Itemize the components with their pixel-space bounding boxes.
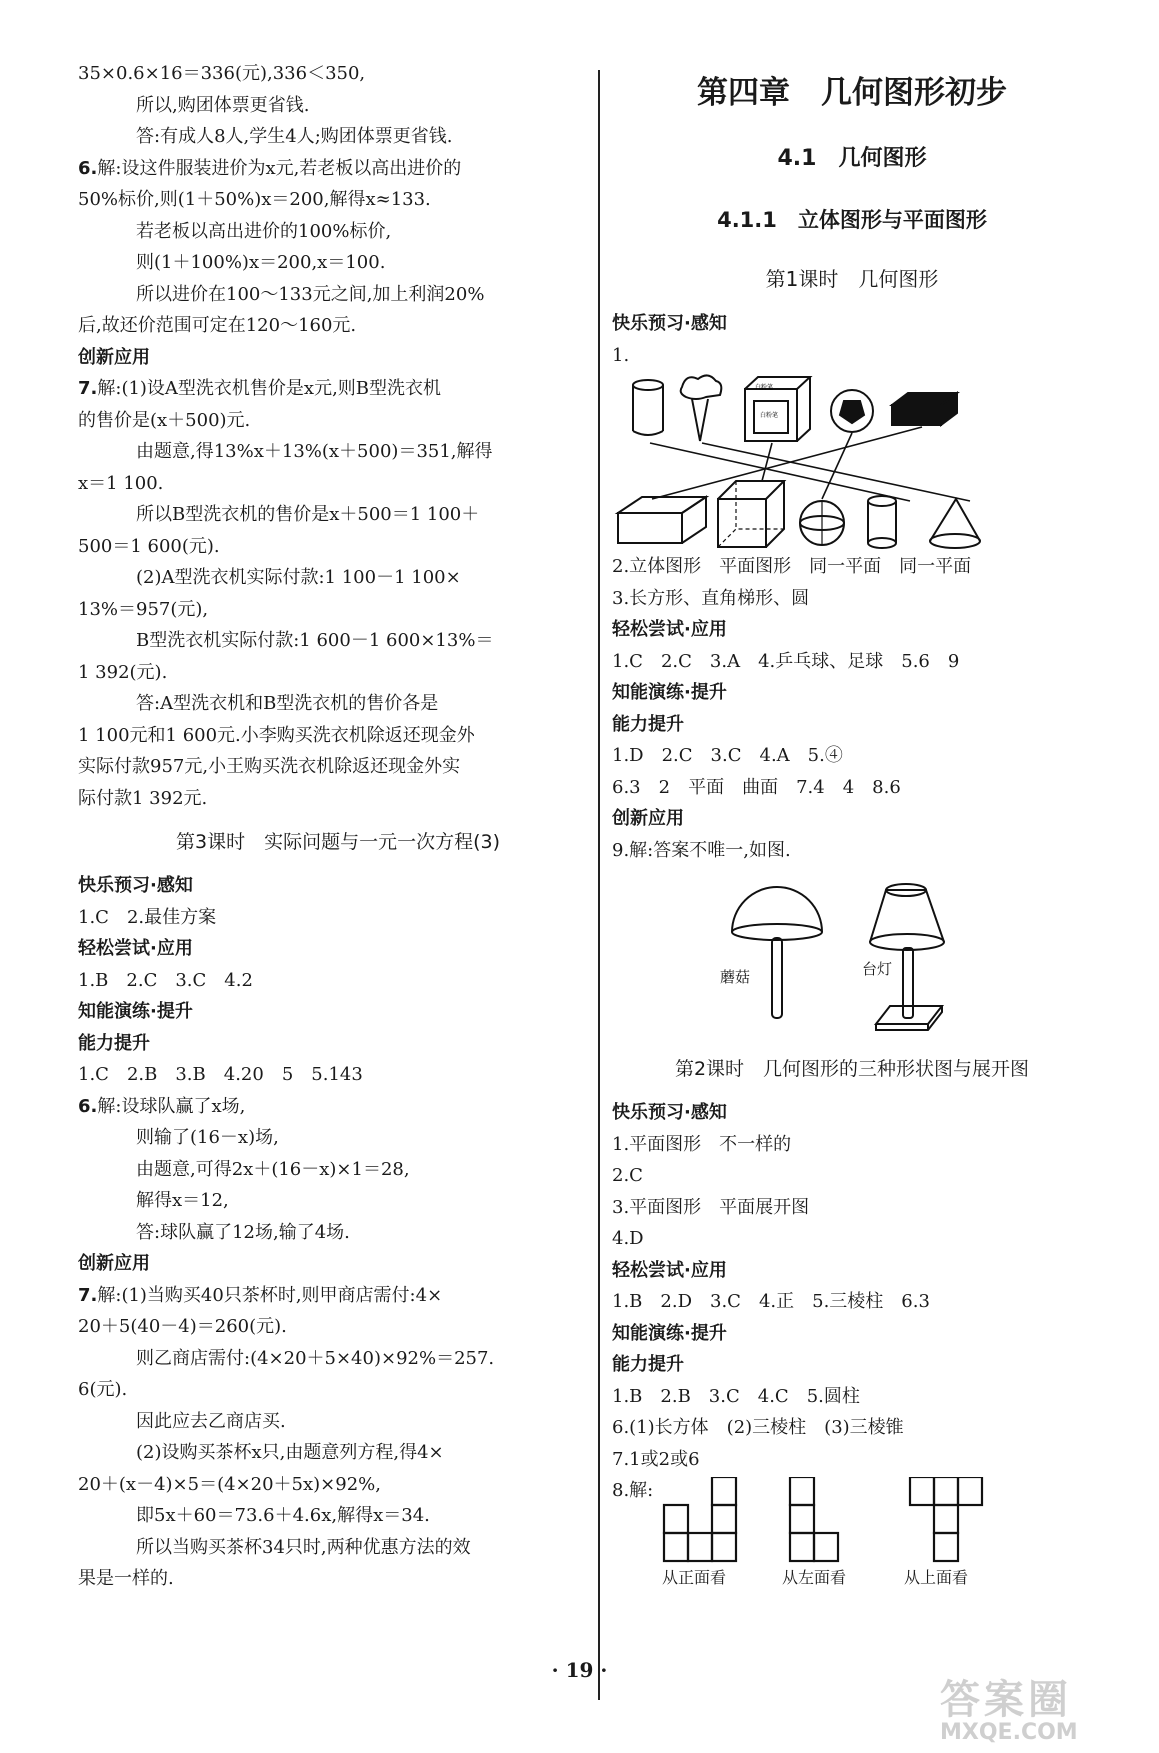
lesson-1-block-b: [612, 551, 1092, 866]
section-heading: [78, 933, 598, 965]
cuboid-solid-icon: [618, 497, 706, 543]
answer-line: [78, 1154, 598, 1186]
chapter-title: 第四章 几何图形初步: [697, 75, 1007, 111]
line-text: 1 100元和1 600元.小李购买洗衣机除返还现金外: [78, 724, 475, 746]
lesson-1-title: 第1课时 几何图形: [765, 267, 939, 291]
line-text: 13%＝957(元),: [78, 598, 209, 620]
question-number: 6.: [78, 1095, 98, 1117]
answer-line: [78, 594, 598, 626]
matching-figure: [612, 371, 1092, 551]
line-text: 答:有成人8人,学生4人;购团体票更省钱.: [136, 126, 453, 147]
cube-solid-icon: [718, 481, 784, 547]
line-text: 则乙商店需付:(4×20＋5×40)×92%＝257.: [136, 1347, 495, 1369]
chalk-box-label-1: 白粉笔: [755, 384, 774, 391]
answer-line: [78, 90, 598, 122]
line-text: 实际付款957元,小王购买洗衣机除返还现金外实: [78, 756, 461, 777]
line-text: 轻松尝试·应用: [612, 1259, 727, 1281]
line-text: 由题意,可得2x＋(16－x)×1＝28,: [136, 1158, 410, 1180]
line-text: 能力提升: [78, 1032, 150, 1054]
answer-line: [78, 1343, 598, 1375]
line-text: 因此应去乙商店买.: [136, 1410, 286, 1432]
line-text: 解:(1)设A型洗衣机售价是x元,则B型洗衣机: [97, 378, 442, 399]
line-text: 1.B 2.B 3.C 4.C 5.圆柱: [612, 1385, 860, 1407]
line-text: 500＝1 600(元).: [78, 535, 220, 557]
question-number: 7.: [78, 378, 98, 399]
answer-line: [78, 405, 598, 437]
section-heading: [78, 1248, 598, 1280]
left-view-icon: [790, 1477, 838, 1561]
line-text: 1.C 2.最佳方案: [78, 906, 217, 928]
mushroom-lamp-svg: [612, 866, 1092, 1041]
line-text: 的售价是(x＋500)元.: [78, 409, 251, 431]
line-text: 知能演练·提升: [78, 1001, 193, 1022]
lamp-drawing-icon: [870, 884, 944, 1030]
section-heading: [612, 1097, 1092, 1129]
subsection-title: 4.1.1 立体图形与平面图形: [717, 208, 987, 232]
answer-line: [78, 562, 598, 594]
answer-line: [78, 310, 598, 342]
line-text: 轻松尝试·应用: [612, 619, 727, 640]
section-heading: [612, 614, 1092, 646]
line-text: 若老板以高出进价的100%标价,: [136, 220, 392, 242]
line-text: 第3课时 实际问题与一元一次方程(3): [175, 831, 500, 853]
mushroom-lamp-figure: [612, 866, 1092, 1041]
line-text: 轻松尝试·应用: [78, 938, 193, 959]
line-text: (2)设购买茶杯x只,由题意列方程,得4×: [136, 1442, 444, 1463]
page-number: · 19 ·: [551, 1658, 608, 1682]
line-text: 解得x＝12,: [136, 1190, 229, 1211]
watermark-url: MXQE.COM: [940, 1720, 1078, 1745]
line-text: 1.D 2.C 3.C 4.A 5.④: [612, 745, 843, 766]
answer-line: [78, 1406, 598, 1438]
line-text: 知能演练·提升: [612, 682, 727, 703]
front-view-icon: [664, 1477, 736, 1561]
section-heading: [78, 870, 598, 902]
front-view-label: 从正面看: [662, 1567, 727, 1587]
line-text: 35×0.6×16＝336(元),336＜350,: [78, 63, 366, 84]
line-text: 1.平面图形 不一样的: [612, 1133, 792, 1155]
answer-line: [78, 1469, 598, 1501]
answer-line: [78, 1532, 598, 1564]
line-text: 能力提升: [612, 1354, 684, 1375]
ice-cream-cone-icon: [681, 375, 722, 441]
section-heading: [612, 1318, 1092, 1350]
line-text: 1.B 2.C 3.C 4.2: [78, 969, 253, 991]
line-text: 所以进价在100～133元之间,加上利润20%: [136, 283, 485, 305]
line-text: 解:设这件服装进价为x元,若老板以高出进价的: [97, 157, 462, 179]
answer-line: [78, 153, 598, 185]
line-text: 6(元).: [78, 1379, 128, 1400]
line-text: 3.长方形、直角梯形、圆: [612, 587, 810, 609]
answer-line: [78, 625, 598, 657]
lesson-2-title: 第2课时 几何图形的三种形状图与展开图: [674, 1058, 1030, 1080]
answer-line: [612, 740, 1092, 772]
answer-line: [78, 531, 598, 563]
line-text: 果是一样的.: [78, 1568, 174, 1589]
watermark-logo: 答案圈: [940, 1677, 1072, 1723]
answer-line: [78, 720, 598, 752]
answer-line: [78, 216, 598, 248]
column-divider: [598, 70, 600, 1700]
answer-line: [78, 965, 598, 997]
section-heading: [612, 803, 1092, 835]
line-text: 1.: [612, 344, 630, 366]
top-view-label: 从上面看: [904, 1567, 969, 1587]
soccer-ball-icon: [831, 390, 873, 432]
line-text: 快乐预习·感知: [612, 1102, 727, 1123]
line-text: 1.C 2.B 3.B 4.20 5 5.143: [78, 1064, 363, 1085]
section-heading: [612, 1255, 1092, 1287]
line-text: 际付款1 392元.: [78, 787, 208, 809]
line-text: 解:(1)当购买40只茶杯时,则甲商店需付:4×: [97, 1284, 443, 1306]
line-text: 快乐预习·感知: [612, 313, 727, 334]
line-text: 则输了(16－x)场,: [136, 1127, 279, 1148]
line-text: 50%标价,则(1＋50%)x＝200,解得x≈133.: [78, 189, 431, 210]
line-text: 6.(1)长方体 (2)三棱柱 (3)三棱锥: [612, 1417, 904, 1438]
line-text: 3.平面图形 平面展开图: [612, 1196, 810, 1218]
line-text: 能力提升: [612, 713, 684, 735]
answer-line: [612, 1381, 1092, 1413]
answer-line: [78, 1059, 598, 1091]
line-text: x＝1 100.: [78, 472, 164, 494]
line-text: 1.C 2.C 3.A 4.乒乓球、足球 5.6 9: [612, 650, 960, 672]
line-text: 创新应用: [78, 1253, 150, 1274]
sphere-solid-icon: [800, 501, 844, 545]
answer-line: [612, 1286, 1092, 1318]
answer-line: [78, 688, 598, 720]
question-number: 7.: [78, 1284, 98, 1306]
line-text: 1.B 2.D 3.C 4.正 5.三棱柱 6.3: [612, 1291, 930, 1312]
answer-line: [78, 1185, 598, 1217]
line-text: 2.立体图形 平面图形 同一平面 同一平面: [612, 556, 972, 577]
lesson-2-block: [612, 1097, 1092, 1507]
answer-line: [612, 646, 1092, 678]
chalk-box-label-2: 白粉笔: [760, 412, 779, 419]
answer-line: [78, 1563, 598, 1595]
answer-line: [78, 1217, 598, 1249]
answer-line: [78, 657, 598, 689]
line-text: 7.1或2或6: [612, 1448, 700, 1470]
lamp-label: 台灯: [862, 960, 893, 978]
lesson-1-block-a: [612, 308, 1092, 371]
watermark: [940, 1677, 1078, 1745]
answer-line: [78, 751, 598, 783]
section-title: 4.1 几何图形: [777, 146, 927, 171]
answer-line: [78, 1437, 598, 1469]
answer-line: [78, 1374, 598, 1406]
line-text: 所以,购团体票更省钱.: [136, 94, 310, 116]
answer-line: [612, 835, 1092, 867]
answer-line: [78, 1091, 598, 1123]
line-text: 所以当购买茶杯34只时,两种优惠方法的效: [136, 1536, 471, 1558]
line-text: 答:A型洗衣机和B型洗衣机的售价各是: [136, 693, 439, 714]
three-views-figure: [612, 1477, 1092, 1587]
section-heading: [78, 1028, 598, 1060]
section-heading: [612, 677, 1092, 709]
line-text: 知能演练·提升: [612, 1322, 727, 1344]
right-column: [612, 58, 1092, 1587]
answer-line: [612, 1444, 1092, 1476]
left-column: [78, 58, 598, 1595]
left-view-label: 从左面看: [782, 1567, 847, 1587]
matching-figure-svg: [612, 371, 1092, 551]
line-text: 创新应用: [78, 346, 150, 368]
answer-line: [612, 583, 1092, 615]
mushroom-label: 蘑菇: [720, 968, 751, 986]
answer-line: [78, 1311, 598, 1343]
answer-line: [78, 121, 598, 153]
section-heading: [78, 342, 598, 374]
answer-line: [78, 499, 598, 531]
answer-line: [78, 902, 598, 934]
lesson-title: [78, 814, 598, 870]
mushroom-drawing-icon: [732, 887, 822, 1018]
answer-line: [78, 468, 598, 500]
cylinder-object-icon: [633, 380, 663, 435]
line-text: 所以B型洗衣机的售价是x＋500＝1 100＋: [136, 504, 480, 525]
question-number: 6.: [78, 157, 98, 179]
answer-line: [78, 58, 598, 90]
answer-line: [612, 772, 1092, 804]
answer-line: [78, 184, 598, 216]
answer-line: [78, 1500, 598, 1532]
answer-line: [78, 436, 598, 468]
answer-line: [78, 247, 598, 279]
answer-line: [612, 1412, 1092, 1444]
answer-line: [612, 1129, 1092, 1161]
line-text: 4.D: [612, 1228, 644, 1249]
answer-line: [78, 783, 598, 815]
section-heading: [612, 308, 1092, 340]
answer-line: [78, 1122, 598, 1154]
line-text: 后,故还价范围可定在120～160元.: [78, 315, 357, 336]
line-text: 答:球队赢了12场,输了4场.: [136, 1221, 350, 1243]
line-text: (2)A型洗衣机实际付款:1 100－1 100×: [136, 567, 461, 588]
section-heading: [612, 1349, 1092, 1381]
answer-line: [612, 1192, 1092, 1224]
answer-line: [612, 1160, 1092, 1192]
line-text: 9.解:答案不唯一,如图.: [612, 839, 791, 861]
answer-line: [612, 340, 1092, 372]
cylinder-solid-icon: [868, 496, 896, 548]
line-text: 20＋5(40－4)＝260(元).: [78, 1316, 287, 1337]
line-text: 由题意,得13%x＋13%(x＋500)＝351,解得: [136, 441, 493, 462]
line-text: 则(1＋100%)x＝200,x＝100.: [136, 252, 386, 273]
top-view-icon: [910, 1477, 982, 1561]
line-text: 6.3 2 平面 曲面 7.4 4 8.6: [612, 776, 901, 798]
line-text: 2.C: [612, 1165, 643, 1186]
answer-line: [78, 279, 598, 311]
line-text: 即5x＋60＝73.6＋4.6x,解得x＝34.: [136, 1505, 430, 1526]
section-heading: [78, 996, 598, 1028]
answer-line: [78, 1280, 598, 1312]
section-heading: [612, 709, 1092, 741]
answer-line: [78, 373, 598, 405]
line-text: 创新应用: [612, 808, 684, 829]
line-text: B型洗衣机实际付款:1 600－1 600×13%＝: [136, 630, 494, 651]
brick-icon: [892, 393, 957, 425]
line-text: 解:设球队赢了x场,: [97, 1095, 246, 1117]
line-text: 1 392(元).: [78, 661, 168, 683]
answer-line: [612, 551, 1092, 583]
answer-line: [612, 1223, 1092, 1255]
line-text: 20＋(x－4)×5＝(4×20＋5x)×92%,: [78, 1473, 381, 1495]
cone-solid-icon: [930, 499, 980, 548]
line-text: 快乐预习·感知: [78, 875, 193, 896]
line-text: 8.解:: [612, 1480, 654, 1501]
